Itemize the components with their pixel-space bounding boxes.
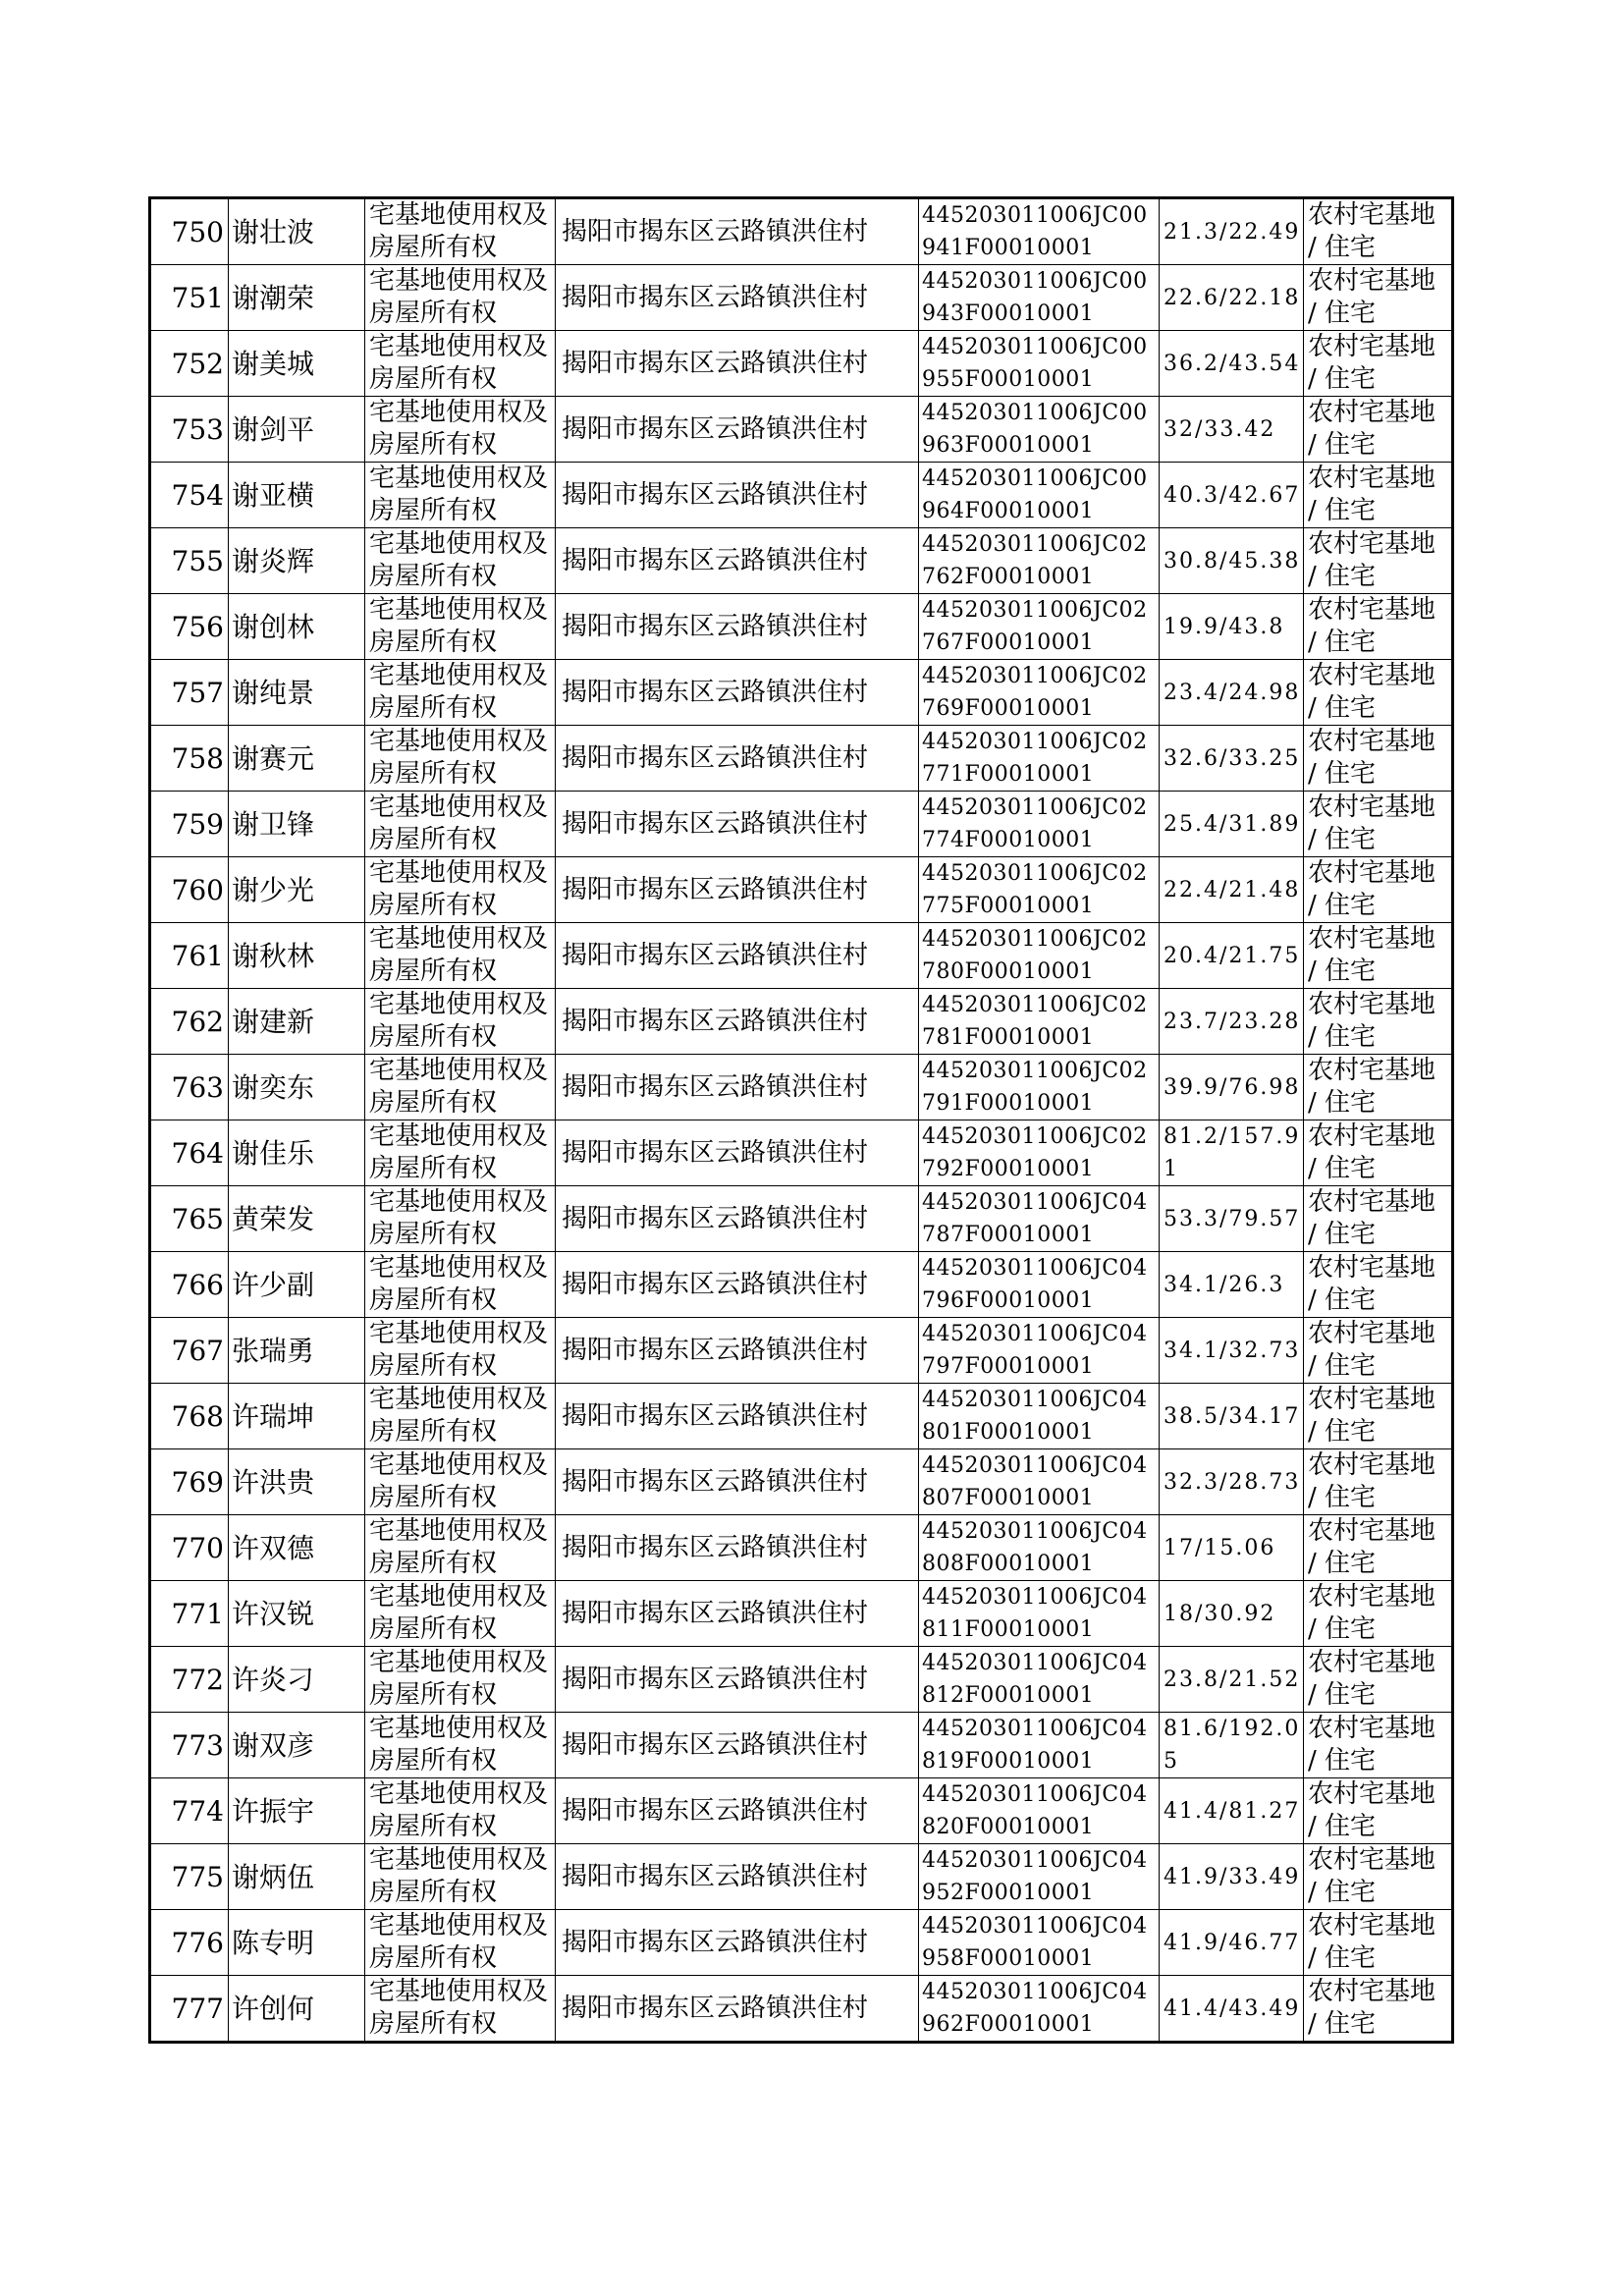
table-row	[150, 528, 1453, 594]
row-number-cell: 762	[150, 989, 229, 1055]
area-cell: 41.9/46.77	[1160, 1910, 1304, 1976]
right-type-cell: 宅基地使用权及房屋所有权	[365, 1844, 556, 1910]
row-number-cell: 761	[150, 923, 229, 989]
table-row	[150, 923, 1453, 989]
location-cell: 揭阳市揭东区云路镇洪住村	[556, 1713, 919, 1778]
area-cell: 30.8/45.38	[1160, 528, 1304, 594]
unit-code-cell: 445203011006JC04787F00010001	[919, 1186, 1160, 1252]
row-number-cell: 753	[150, 397, 229, 463]
unit-code-cell: 445203011006JC04958F00010001	[919, 1910, 1160, 1976]
unit-code-cell: 445203011006JC04819F00010001	[919, 1713, 1160, 1778]
usage-cell: 农村宅基地 / 住宅	[1304, 1515, 1453, 1581]
table-row	[150, 1384, 1453, 1449]
usage-cell: 农村宅基地 / 住宅	[1304, 726, 1453, 792]
unit-code-cell: 445203011006JC02762F00010001	[919, 528, 1160, 594]
row-number-cell: 774	[150, 1778, 229, 1844]
area-cell: 22.4/21.48	[1160, 857, 1304, 923]
usage-cell: 农村宅基地 / 住宅	[1304, 1318, 1453, 1384]
unit-code-cell: 445203011006JC02767F00010001	[919, 594, 1160, 660]
table-row	[150, 660, 1453, 726]
table-row	[150, 397, 1453, 463]
table-row	[150, 1186, 1453, 1252]
row-number-cell: 776	[150, 1910, 229, 1976]
owner-name-cell: 谢美城	[229, 331, 365, 397]
right-type-cell: 宅基地使用权及房屋所有权	[365, 265, 556, 331]
row-number-cell: 775	[150, 1844, 229, 1910]
unit-code-cell: 445203011006JC04797F00010001	[919, 1318, 1160, 1384]
row-number-cell: 755	[150, 528, 229, 594]
owner-name-cell: 谢创林	[229, 594, 365, 660]
row-number-cell: 765	[150, 1186, 229, 1252]
row-number-cell: 758	[150, 726, 229, 792]
area-cell: 40.3/42.67	[1160, 463, 1304, 528]
right-type-cell: 宅基地使用权及房屋所有权	[365, 1647, 556, 1713]
location-cell: 揭阳市揭东区云路镇洪住村	[556, 1120, 919, 1186]
right-type-cell: 宅基地使用权及房屋所有权	[365, 792, 556, 857]
location-cell: 揭阳市揭东区云路镇洪住村	[556, 1844, 919, 1910]
location-cell: 揭阳市揭东区云路镇洪住村	[556, 463, 919, 528]
area-cell: 36.2/43.54	[1160, 331, 1304, 397]
owner-name-cell: 谢炎辉	[229, 528, 365, 594]
owner-name-cell: 谢赛元	[229, 726, 365, 792]
location-cell: 揭阳市揭东区云路镇洪住村	[556, 660, 919, 726]
right-type-cell: 宅基地使用权及房屋所有权	[365, 1713, 556, 1778]
right-type-cell: 宅基地使用权及房屋所有权	[365, 1318, 556, 1384]
usage-cell: 农村宅基地 / 住宅	[1304, 923, 1453, 989]
right-type-cell: 宅基地使用权及房屋所有权	[365, 1252, 556, 1318]
right-type-cell: 宅基地使用权及房屋所有权	[365, 594, 556, 660]
row-number-cell: 751	[150, 265, 229, 331]
usage-cell: 农村宅基地 / 住宅	[1304, 198, 1453, 265]
right-type-cell: 宅基地使用权及房屋所有权	[365, 1449, 556, 1515]
row-number-cell: 764	[150, 1120, 229, 1186]
table-row	[150, 1778, 1453, 1844]
right-type-cell: 宅基地使用权及房屋所有权	[365, 989, 556, 1055]
area-cell: 32/33.42	[1160, 397, 1304, 463]
usage-cell: 农村宅基地 / 住宅	[1304, 331, 1453, 397]
unit-code-cell: 445203011006JC04808F00010001	[919, 1515, 1160, 1581]
right-type-cell: 宅基地使用权及房屋所有权	[365, 331, 556, 397]
unit-code-cell: 445203011006JC00943F00010001	[919, 265, 1160, 331]
area-cell: 81.2/157.91	[1160, 1120, 1304, 1186]
table-row	[150, 331, 1453, 397]
area-cell: 19.9/43.8	[1160, 594, 1304, 660]
row-number-cell: 750	[150, 198, 229, 265]
location-cell: 揭阳市揭东区云路镇洪住村	[556, 1186, 919, 1252]
location-cell: 揭阳市揭东区云路镇洪住村	[556, 594, 919, 660]
table-row	[150, 1976, 1453, 2043]
table-row	[150, 198, 1453, 265]
table-row	[150, 1581, 1453, 1647]
right-type-cell: 宅基地使用权及房屋所有权	[365, 463, 556, 528]
location-cell: 揭阳市揭东区云路镇洪住村	[556, 397, 919, 463]
area-cell: 81.6/192.05	[1160, 1713, 1304, 1778]
owner-name-cell: 谢佳乐	[229, 1120, 365, 1186]
area-cell: 21.3/22.49	[1160, 198, 1304, 265]
right-type-cell: 宅基地使用权及房屋所有权	[365, 1910, 556, 1976]
usage-cell: 农村宅基地 / 住宅	[1304, 265, 1453, 331]
owner-name-cell: 谢纯景	[229, 660, 365, 726]
owner-name-cell: 许双德	[229, 1515, 365, 1581]
location-cell: 揭阳市揭东区云路镇洪住村	[556, 923, 919, 989]
usage-cell: 农村宅基地 / 住宅	[1304, 594, 1453, 660]
table-row	[150, 1055, 1453, 1120]
owner-name-cell: 谢潮荣	[229, 265, 365, 331]
row-number-cell: 760	[150, 857, 229, 923]
owner-name-cell: 许少副	[229, 1252, 365, 1318]
location-cell: 揭阳市揭东区云路镇洪住村	[556, 989, 919, 1055]
usage-cell: 农村宅基地 / 住宅	[1304, 397, 1453, 463]
owner-name-cell: 谢卫锋	[229, 792, 365, 857]
owner-name-cell: 谢炳伍	[229, 1844, 365, 1910]
right-type-cell: 宅基地使用权及房屋所有权	[365, 1384, 556, 1449]
unit-code-cell: 445203011006JC04812F00010001	[919, 1647, 1160, 1713]
row-number-cell: 766	[150, 1252, 229, 1318]
owner-name-cell: 许振宇	[229, 1778, 365, 1844]
area-cell: 17/15.06	[1160, 1515, 1304, 1581]
location-cell: 揭阳市揭东区云路镇洪住村	[556, 1252, 919, 1318]
unit-code-cell: 445203011006JC02792F00010001	[919, 1120, 1160, 1186]
location-cell: 揭阳市揭东区云路镇洪住村	[556, 1384, 919, 1449]
row-number-cell: 768	[150, 1384, 229, 1449]
usage-cell: 农村宅基地 / 住宅	[1304, 1713, 1453, 1778]
usage-cell: 农村宅基地 / 住宅	[1304, 1186, 1453, 1252]
owner-name-cell: 黄荣发	[229, 1186, 365, 1252]
right-type-cell: 宅基地使用权及房屋所有权	[365, 1778, 556, 1844]
owner-name-cell: 谢秋林	[229, 923, 365, 989]
area-cell: 23.4/24.98	[1160, 660, 1304, 726]
owner-name-cell: 许汉锐	[229, 1581, 365, 1647]
location-cell: 揭阳市揭东区云路镇洪住村	[556, 1778, 919, 1844]
row-number-cell: 769	[150, 1449, 229, 1515]
owner-name-cell: 谢奕东	[229, 1055, 365, 1120]
row-number-cell: 771	[150, 1581, 229, 1647]
unit-code-cell: 445203011006JC00941F00010001	[919, 198, 1160, 265]
right-type-cell: 宅基地使用权及房屋所有权	[365, 1515, 556, 1581]
usage-cell: 农村宅基地 / 住宅	[1304, 1581, 1453, 1647]
location-cell: 揭阳市揭东区云路镇洪住村	[556, 265, 919, 331]
location-cell: 揭阳市揭东区云路镇洪住村	[556, 1318, 919, 1384]
table-row	[150, 857, 1453, 923]
unit-code-cell: 445203011006JC02771F00010001	[919, 726, 1160, 792]
table-row	[150, 1515, 1453, 1581]
area-cell: 38.5/34.17	[1160, 1384, 1304, 1449]
right-type-cell: 宅基地使用权及房屋所有权	[365, 1976, 556, 2043]
location-cell: 揭阳市揭东区云路镇洪住村	[556, 528, 919, 594]
right-type-cell: 宅基地使用权及房屋所有权	[365, 660, 556, 726]
usage-cell: 农村宅基地 / 住宅	[1304, 792, 1453, 857]
area-cell: 41.4/43.49	[1160, 1976, 1304, 2043]
usage-cell: 农村宅基地 / 住宅	[1304, 1778, 1453, 1844]
owner-name-cell: 许瑞坤	[229, 1384, 365, 1449]
usage-cell: 农村宅基地 / 住宅	[1304, 1910, 1453, 1976]
unit-code-cell: 445203011006JC02781F00010001	[919, 989, 1160, 1055]
right-type-cell: 宅基地使用权及房屋所有权	[365, 397, 556, 463]
table-row	[150, 1647, 1453, 1713]
right-type-cell: 宅基地使用权及房屋所有权	[365, 1581, 556, 1647]
usage-cell: 农村宅基地 / 住宅	[1304, 1449, 1453, 1515]
location-cell: 揭阳市揭东区云路镇洪住村	[556, 1515, 919, 1581]
area-cell: 18/30.92	[1160, 1581, 1304, 1647]
location-cell: 揭阳市揭东区云路镇洪住村	[556, 1976, 919, 2043]
usage-cell: 农村宅基地 / 住宅	[1304, 1384, 1453, 1449]
table-row	[150, 1449, 1453, 1515]
unit-code-cell: 445203011006JC00964F00010001	[919, 463, 1160, 528]
table-row	[150, 594, 1453, 660]
location-cell: 揭阳市揭东区云路镇洪住村	[556, 1055, 919, 1120]
table-row	[150, 265, 1453, 331]
right-type-cell: 宅基地使用权及房屋所有权	[365, 198, 556, 265]
row-number-cell: 756	[150, 594, 229, 660]
right-type-cell: 宅基地使用权及房屋所有权	[365, 857, 556, 923]
usage-cell: 农村宅基地 / 住宅	[1304, 1976, 1453, 2043]
area-cell: 20.4/21.75	[1160, 923, 1304, 989]
row-number-cell: 763	[150, 1055, 229, 1120]
unit-code-cell: 445203011006JC00955F00010001	[919, 331, 1160, 397]
area-cell: 32.6/33.25	[1160, 726, 1304, 792]
row-number-cell: 754	[150, 463, 229, 528]
right-type-cell: 宅基地使用权及房屋所有权	[365, 1186, 556, 1252]
table-row	[150, 1318, 1453, 1384]
owner-name-cell: 张瑞勇	[229, 1318, 365, 1384]
unit-code-cell: 445203011006JC02769F00010001	[919, 660, 1160, 726]
location-cell: 揭阳市揭东区云路镇洪住村	[556, 1449, 919, 1515]
location-cell: 揭阳市揭东区云路镇洪住村	[556, 726, 919, 792]
usage-cell: 农村宅基地 / 住宅	[1304, 1055, 1453, 1120]
unit-code-cell: 445203011006JC04952F00010001	[919, 1844, 1160, 1910]
area-cell: 39.9/76.98	[1160, 1055, 1304, 1120]
row-number-cell: 770	[150, 1515, 229, 1581]
usage-cell: 农村宅基地 / 住宅	[1304, 1844, 1453, 1910]
location-cell: 揭阳市揭东区云路镇洪住村	[556, 198, 919, 265]
owner-name-cell: 谢建新	[229, 989, 365, 1055]
row-number-cell: 757	[150, 660, 229, 726]
usage-cell: 农村宅基地 / 住宅	[1304, 1252, 1453, 1318]
unit-code-cell: 445203011006JC02775F00010001	[919, 857, 1160, 923]
unit-code-cell: 445203011006JC00963F00010001	[919, 397, 1160, 463]
owner-name-cell: 许炎刁	[229, 1647, 365, 1713]
usage-cell: 农村宅基地 / 住宅	[1304, 660, 1453, 726]
right-type-cell: 宅基地使用权及房屋所有权	[365, 726, 556, 792]
owner-name-cell: 谢少光	[229, 857, 365, 923]
owner-name-cell: 谢亚横	[229, 463, 365, 528]
owner-name-cell: 陈专明	[229, 1910, 365, 1976]
registration-table	[148, 196, 1454, 2044]
location-cell: 揭阳市揭东区云路镇洪住村	[556, 1647, 919, 1713]
area-cell: 25.4/31.89	[1160, 792, 1304, 857]
location-cell: 揭阳市揭东区云路镇洪住村	[556, 792, 919, 857]
usage-cell: 农村宅基地 / 住宅	[1304, 463, 1453, 528]
right-type-cell: 宅基地使用权及房屋所有权	[365, 1120, 556, 1186]
unit-code-cell: 445203011006JC02791F00010001	[919, 1055, 1160, 1120]
usage-cell: 农村宅基地 / 住宅	[1304, 1647, 1453, 1713]
location-cell: 揭阳市揭东区云路镇洪住村	[556, 331, 919, 397]
usage-cell: 农村宅基地 / 住宅	[1304, 1120, 1453, 1186]
usage-cell: 农村宅基地 / 住宅	[1304, 528, 1453, 594]
unit-code-cell: 445203011006JC02774F00010001	[919, 792, 1160, 857]
area-cell: 34.1/26.3	[1160, 1252, 1304, 1318]
owner-name-cell: 许洪贵	[229, 1449, 365, 1515]
owner-name-cell: 谢壮波	[229, 198, 365, 265]
row-number-cell: 772	[150, 1647, 229, 1713]
table-row	[150, 463, 1453, 528]
location-cell: 揭阳市揭东区云路镇洪住村	[556, 1910, 919, 1976]
area-cell: 34.1/32.73	[1160, 1318, 1304, 1384]
unit-code-cell: 445203011006JC04807F00010001	[919, 1449, 1160, 1515]
right-type-cell: 宅基地使用权及房屋所有权	[365, 1055, 556, 1120]
unit-code-cell: 445203011006JC04796F00010001	[919, 1252, 1160, 1318]
table-row	[150, 1713, 1453, 1778]
location-cell: 揭阳市揭东区云路镇洪住村	[556, 1581, 919, 1647]
unit-code-cell: 445203011006JC04811F00010001	[919, 1581, 1160, 1647]
row-number-cell: 773	[150, 1713, 229, 1778]
row-number-cell: 752	[150, 331, 229, 397]
right-type-cell: 宅基地使用权及房屋所有权	[365, 528, 556, 594]
usage-cell: 农村宅基地 / 住宅	[1304, 857, 1453, 923]
area-cell: 53.3/79.57	[1160, 1186, 1304, 1252]
table-row	[150, 1910, 1453, 1976]
area-cell: 41.4/81.27	[1160, 1778, 1304, 1844]
owner-name-cell: 许创何	[229, 1976, 365, 2043]
table-row	[150, 726, 1453, 792]
owner-name-cell: 谢双彦	[229, 1713, 365, 1778]
table-row	[150, 1844, 1453, 1910]
unit-code-cell: 445203011006JC02780F00010001	[919, 923, 1160, 989]
right-type-cell: 宅基地使用权及房屋所有权	[365, 923, 556, 989]
location-cell: 揭阳市揭东区云路镇洪住村	[556, 857, 919, 923]
usage-cell: 农村宅基地 / 住宅	[1304, 989, 1453, 1055]
area-cell: 23.7/23.28	[1160, 989, 1304, 1055]
table-row	[150, 989, 1453, 1055]
area-cell: 32.3/28.73	[1160, 1449, 1304, 1515]
area-cell: 22.6/22.18	[1160, 265, 1304, 331]
table-row	[150, 1120, 1453, 1186]
row-number-cell: 759	[150, 792, 229, 857]
owner-name-cell: 谢剑平	[229, 397, 365, 463]
area-cell: 23.8/21.52	[1160, 1647, 1304, 1713]
unit-code-cell: 445203011006JC04962F00010001	[919, 1976, 1160, 2043]
row-number-cell: 767	[150, 1318, 229, 1384]
table-row	[150, 792, 1453, 857]
row-number-cell: 777	[150, 1976, 229, 2043]
unit-code-cell: 445203011006JC04820F00010001	[919, 1778, 1160, 1844]
table-row	[150, 1252, 1453, 1318]
table-body	[150, 198, 1453, 2043]
unit-code-cell: 445203011006JC04801F00010001	[919, 1384, 1160, 1449]
area-cell: 41.9/33.49	[1160, 1844, 1304, 1910]
